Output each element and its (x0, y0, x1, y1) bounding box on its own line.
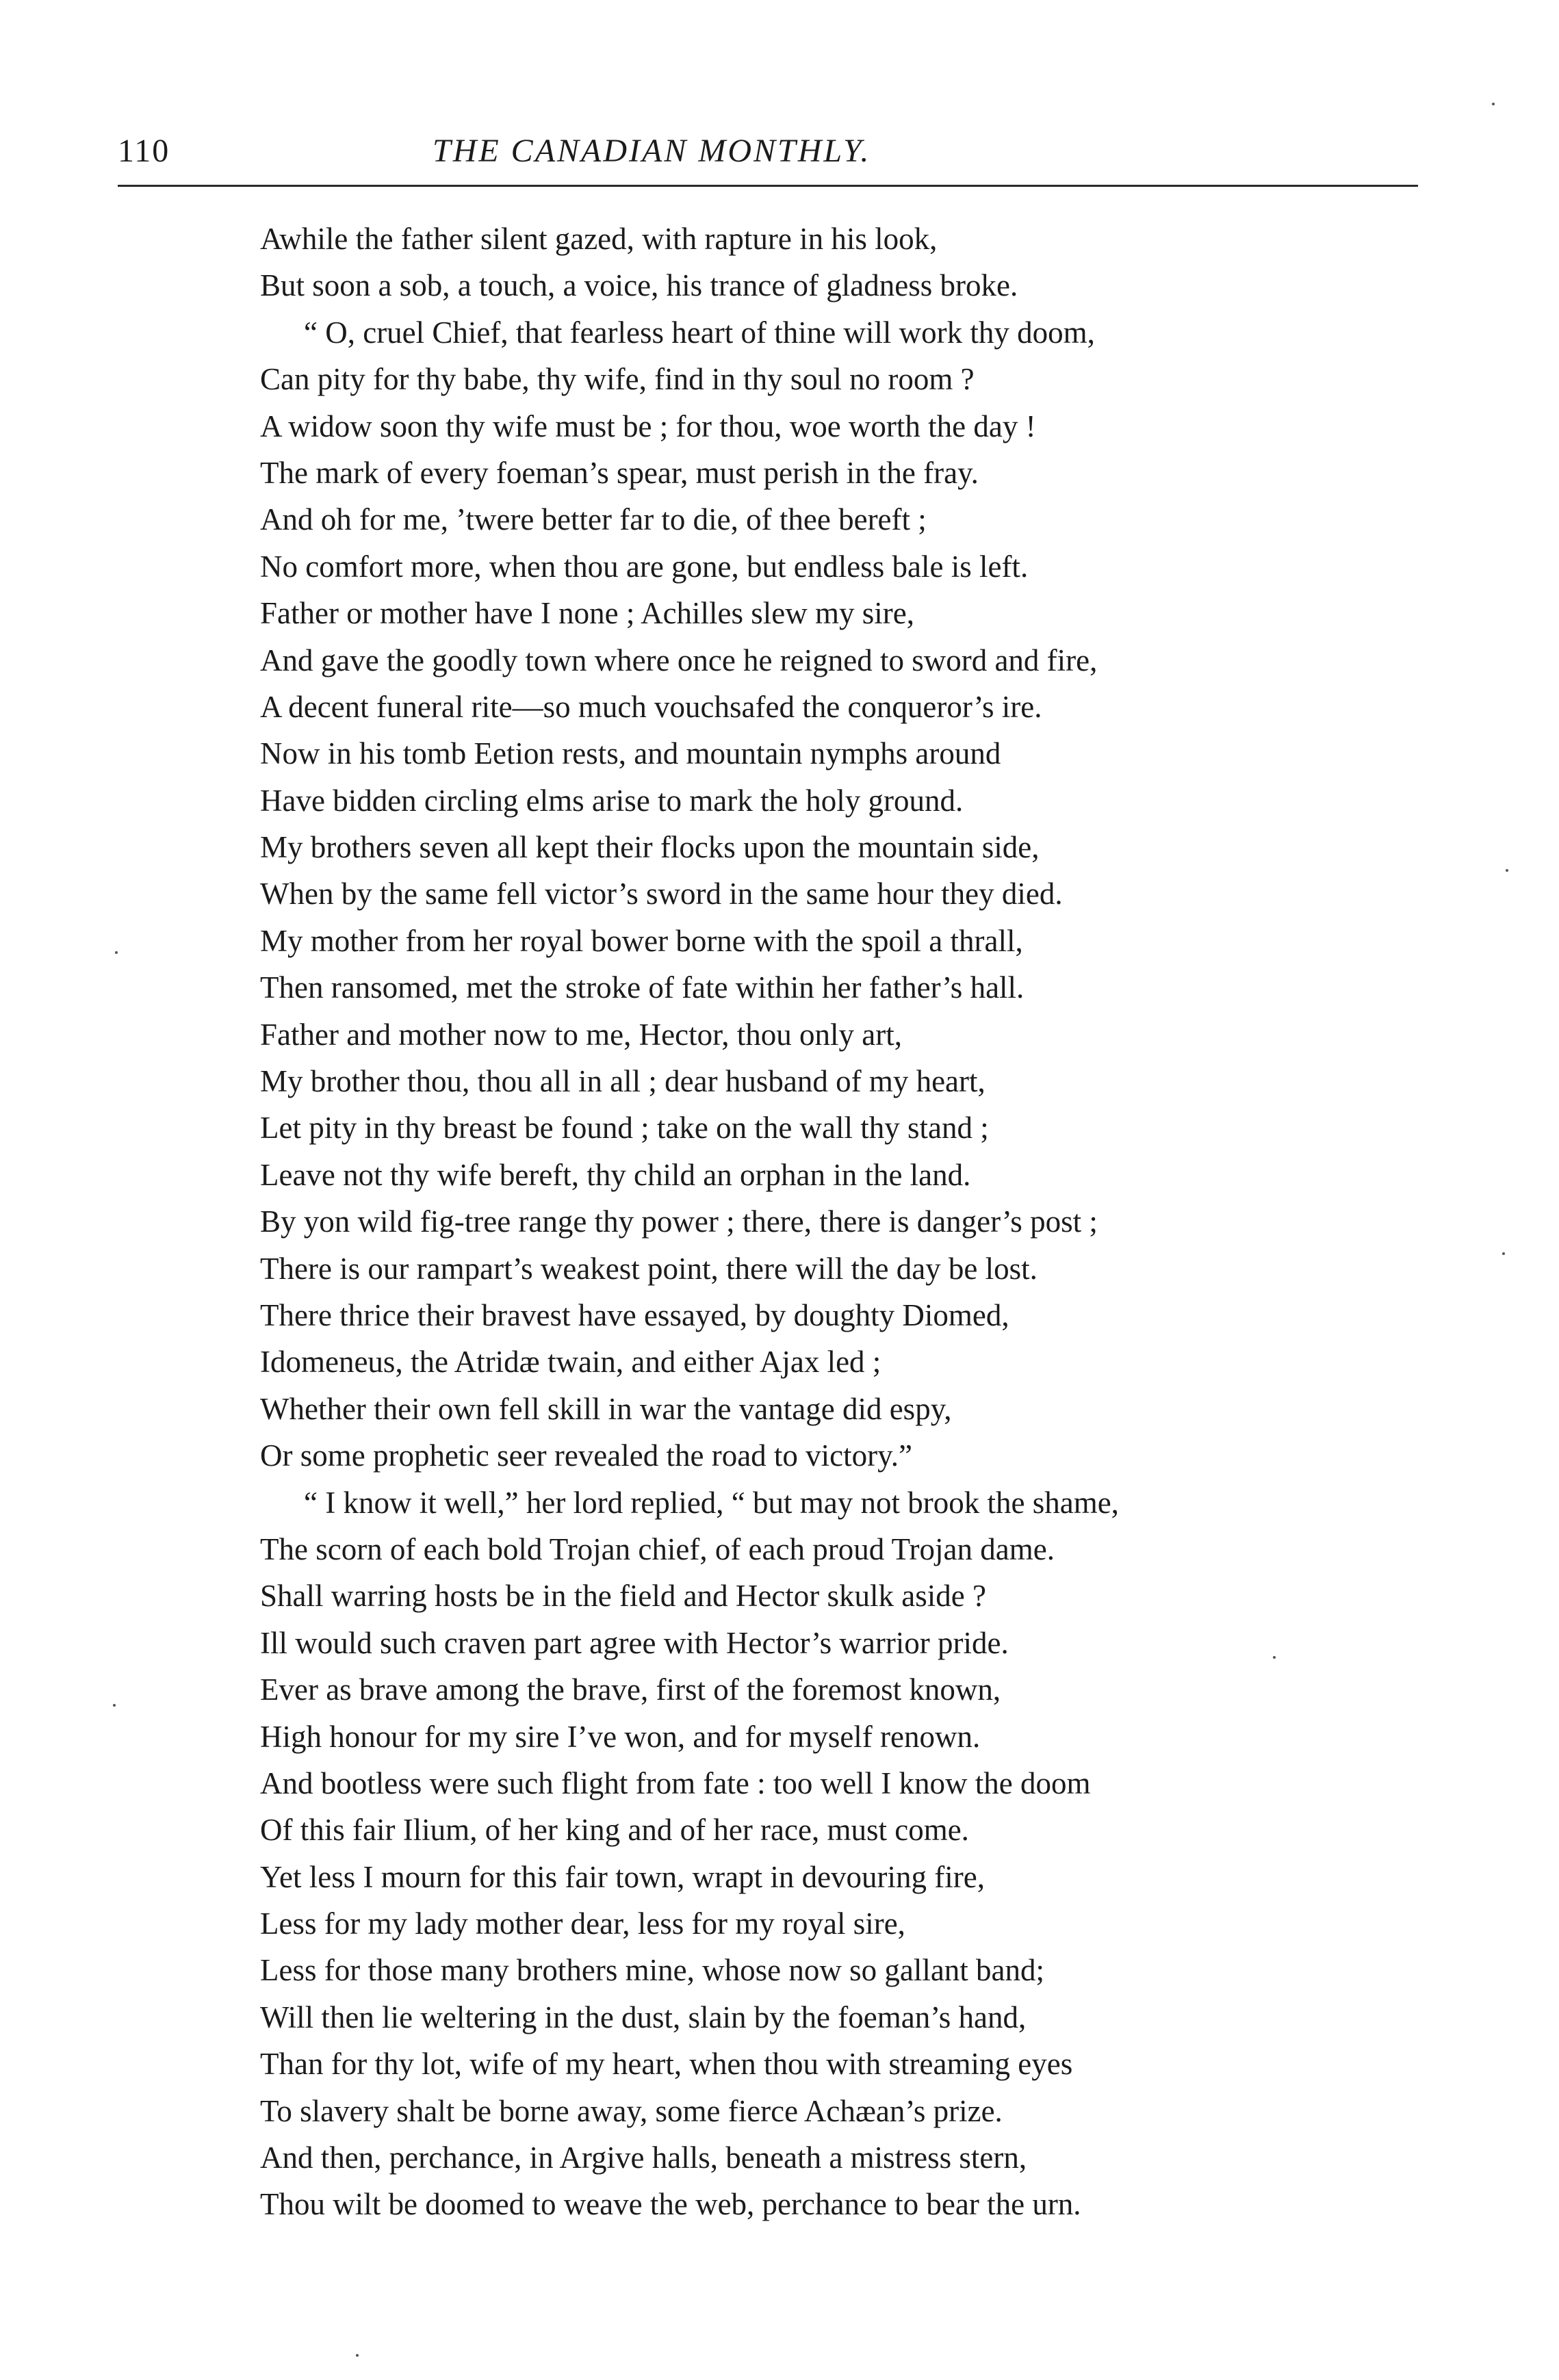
poem-line: Father or mother have I none ; Achilles slew my sire, (260, 596, 915, 631)
poem-line: Less for my lady mother dear, less for my royal sire, (260, 1906, 905, 1941)
poem-line: A widow soon thy wife must be ; for thou, woe worth the day ! (260, 409, 1036, 443)
poem-line: And gave the goodly town where once he reigned to sword and fire, (260, 643, 1098, 677)
poem-line: Idomeneus, the Atridæ twain, and either Ajax led ; (260, 1345, 881, 1380)
poem-line: Of this fair Ilium, of her king and of her race, must come. (260, 1813, 969, 1848)
poem-line: Than for thy lot, wife of my heart, when thou with streaming eyes (260, 2047, 1073, 2082)
poem-line: Less for those many brothers mine, whose now so gallant band; (260, 1953, 1045, 1988)
poem-line: Let pity in thy breast be found ; take on the wall thy stand ; (260, 1111, 989, 1146)
poem-line: There thrice their bravest have essayed, by doughty Diomed, (260, 1297, 1009, 1332)
poem-line: No comfort more, when thou are gone, but endless bale is left. (260, 549, 1029, 584)
poem-line: Have bidden circling elms arise to mark the holy ground. (260, 783, 964, 818)
poem-line: Can pity for thy babe, thy wife, find in thy soul no room ? (260, 362, 975, 397)
poem-line: And bootless were such flight from fate : too well I know the doom (260, 1765, 1091, 1800)
print-speck (115, 951, 118, 954)
poem-line: A decent funeral rite—so much vouchsafed the conqueror’s ire. (260, 689, 1042, 724)
page-header (118, 125, 1418, 180)
poem-line: Will then lie weltering in the dust, slain by the foeman’s hand, (260, 2000, 1027, 2034)
poem-line: Leave not thy wife bereft, thy child an orphan in the land. (260, 1157, 971, 1192)
poem-line: Ever as brave among the brave, first of the foremost known, (260, 1672, 1001, 1707)
poem-line: “ O, cruel Chief, that fearless heart of thine will work thy doom, (304, 315, 1095, 350)
poem-line: “ I know it well,” her lord replied, “ but may not brook the shame, (304, 1485, 1119, 1520)
poem-line: But soon a sob, a touch, a voice, his trance of gladness broke. (260, 268, 1018, 303)
poem-line: There is our rampart’s weakest point, there will the day be lost. (260, 1251, 1038, 1286)
print-speck (1506, 869, 1508, 872)
poem-line: By yon wild fig-tree range thy power ; there, there is danger’s post ; (260, 1204, 1098, 1239)
print-speck (356, 2354, 359, 2357)
poem-line: Then ransomed, met the stroke of fate within her father’s hall. (260, 970, 1025, 1005)
poem-line: My mother from her royal bower borne with the spoil a thrall, (260, 923, 1023, 958)
poem-line: Now in his tomb Eetion rests, and mountain nymphs around (260, 736, 1001, 771)
print-speck (113, 1704, 116, 1707)
poem-line: Thou wilt be doomed to weave the web, perchance to bear the urn. (260, 2187, 1081, 2222)
poem-line: My brothers seven all kept their flocks upon the mountain side, (260, 830, 1040, 865)
poem-line: And oh for me, ’twere better far to die, of thee bereft ; (260, 502, 927, 537)
print-speck (1273, 1656, 1276, 1659)
page-number: 110 (118, 133, 170, 169)
header-rule (118, 185, 1418, 187)
print-speck (1502, 1252, 1505, 1255)
poem-line: The scorn of each bold Trojan chief, of each proud Trojan dame. (260, 1531, 1055, 1566)
poem-line: The mark of every foeman’s spear, must perish in the fray. (260, 455, 979, 490)
poem-line: To slavery shalt be borne away, some fierce Achæan’s prize. (260, 2093, 1003, 2128)
print-speck (1492, 103, 1495, 105)
running-head: THE CANADIAN MONTHLY. (433, 133, 871, 169)
poem-line: And then, perchance, in Argive halls, beneath a mistress stern, (260, 2140, 1027, 2175)
poem-line: When by the same fell victor’s sword in the same hour they died. (260, 877, 1063, 911)
poem-line: High honour for my sire I’ve won, and for myself renown. (260, 1719, 981, 1754)
poem-line: Father and mother now to me, Hector, thou only art, (260, 1017, 902, 1052)
poem-line: Shall warring hosts be in the field and Hector skulk aside ? (260, 1579, 986, 1614)
poem-line: My brother thou, thou all in all ; dear husband of my heart, (260, 1064, 985, 1099)
poem-body (260, 216, 1328, 2228)
poem-line: Awhile the father silent gazed, with rapture in his look, (260, 222, 938, 256)
poem-line: Yet less I mourn for this fair town, wrapt in devouring fire, (260, 1859, 985, 1894)
poem-line: Whether their own fell skill in war the vantage did espy, (260, 1391, 952, 1426)
poem-line: Or some prophetic seer revealed the road to victory.” (260, 1438, 912, 1473)
poem-line: Ill would such craven part agree with Hector’s warrior pride. (260, 1625, 1009, 1660)
